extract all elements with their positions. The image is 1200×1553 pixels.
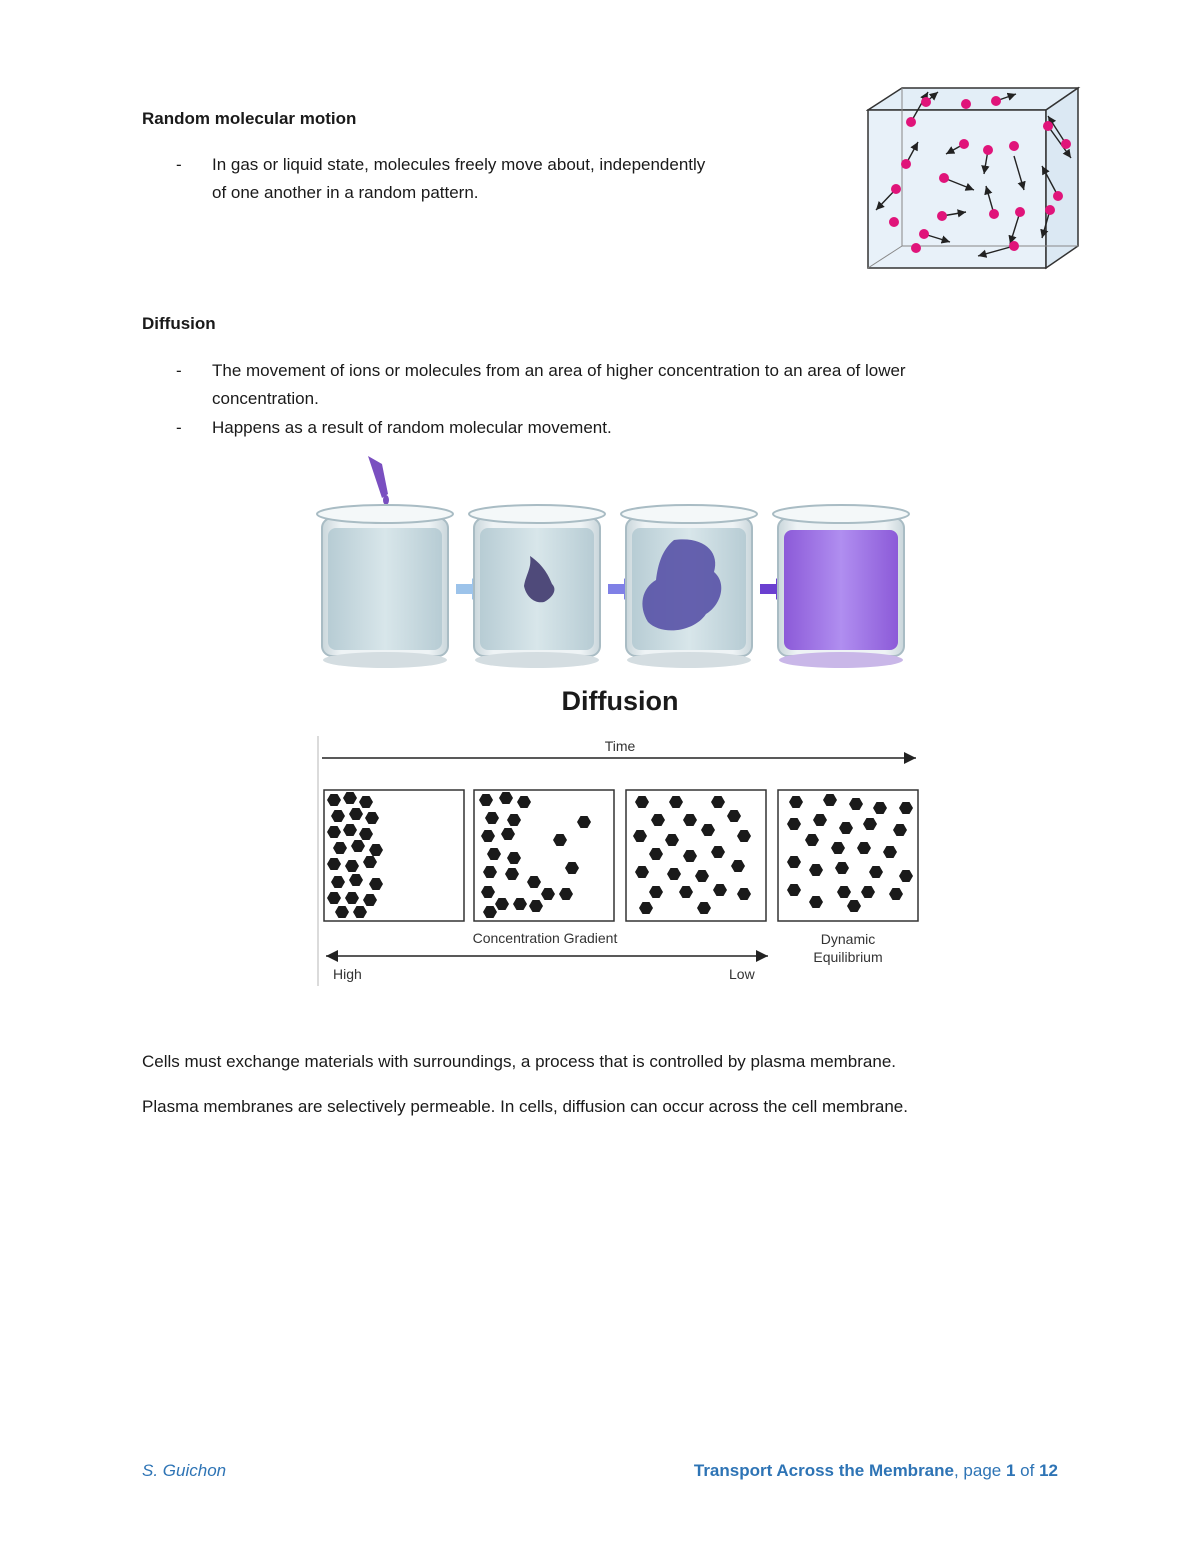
bullet-dash: - [176,155,182,174]
beaker-2 [469,505,605,668]
figure-title: Diffusion [561,686,679,716]
bullet-random-motion [176,151,836,211]
heading-diffusion: Diffusion [142,314,216,333]
equilibrium-line1: Dynamic [820,931,876,947]
dynamic-equilibrium-label [788,930,908,966]
bullet-text-line1: The movement of ions or molecules from an area of higher concentration to an area of lower [212,361,906,380]
dropper-icon [368,456,388,498]
panel-1 [324,790,464,921]
molecular-motion-cube-image [866,86,1082,270]
diffusion-beakers-image [312,456,916,680]
concentration-gradient-label: Concentration Gradient [472,930,618,946]
bullet-text-line1: In gas or liquid state, molecules freely move about, independently [212,155,706,174]
bullet-dash: - [176,361,182,380]
beaker-3 [621,505,757,668]
paragraph-2: Plasma membranes are selectively permeable. In cells, diffusion can occur across the cell membrane. [142,1097,908,1116]
bullet-dash: - [176,418,182,437]
footer-author: S. Guichon [142,1461,227,1480]
bullet-text-line2: concentration. [212,389,319,408]
footer-page-info [694,1461,1058,1481]
footer-page-number: 1 [1005,1461,1016,1480]
high-label: High [333,966,362,982]
low-label: Low [729,966,755,982]
heading-random-motion: Random molecular motion [142,109,357,128]
panel-4 [778,790,918,921]
bullet-text-line2: of one another in a random pattern. [212,183,479,202]
beaker-4 [773,505,909,668]
footer-doc-title: Transport Across the Membrane [693,1461,954,1480]
footer-total-pages: 12 [1039,1461,1058,1480]
beaker-1 [317,505,453,668]
paragraph-1: Cells must exchange materials with surroundings, a process that is controlled by plasma membrane. [142,1052,897,1071]
bullets-diffusion [176,357,1056,445]
footer-of-text: of [1015,1461,1040,1480]
bullet-text: Happens as a result of random molecular movement. [212,418,612,437]
equilibrium-line2: Equilibrium [813,949,883,965]
footer-page-text: , page [953,1461,1006,1480]
time-label: Time [604,738,636,754]
